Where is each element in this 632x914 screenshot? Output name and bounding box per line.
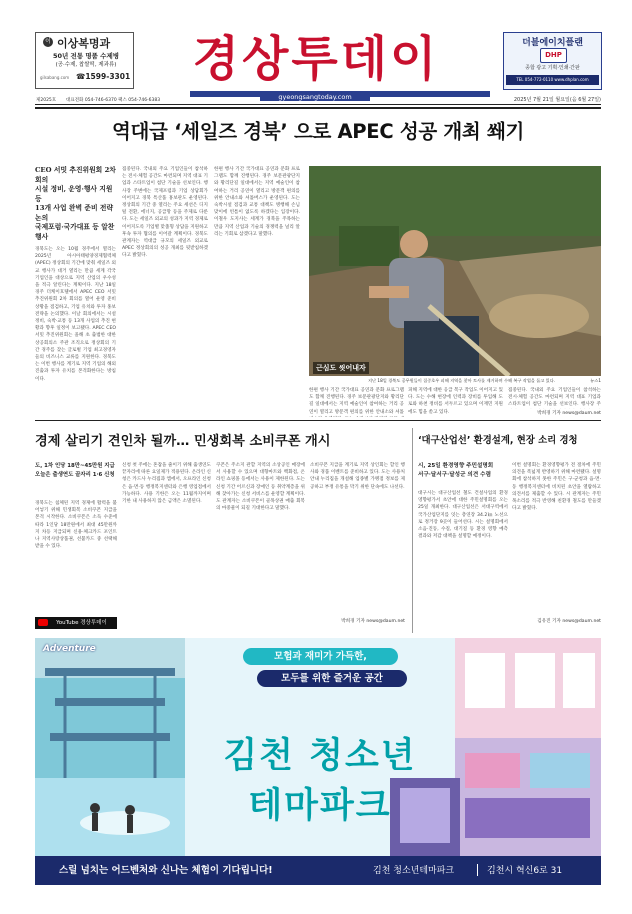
- story3-deck: [418, 462, 508, 490]
- ad-bottom-footer-right2: 김천시 혁신6로 31: [487, 866, 563, 876]
- story1-col5: 피해 지역에 대한 응급 복구 작업도 이어지고 있다. 도는 수해 현장에 인력과 장비를 투입해 도로와 하천 정비를 서두르고 있으며 이재민 지원에도 힘을 쏟고 있다.: [408, 388, 503, 415]
- ad-right-name: 더블에이치플랜: [522, 38, 583, 48]
- photo1-tag: 근심도 씻어내자: [313, 362, 369, 374]
- story1-deck: [35, 166, 116, 240]
- story3-deck-line: 서구·달서구·달성군 의견 수렴: [418, 472, 491, 478]
- story2-headline[interactable]: 경제 살리기 견인차 될까… 민생회복 소비쿠폰 개시: [35, 434, 331, 449]
- story1-col1: 경북도는 오는 10월 경주에서 열리는 2025년 아시아태평양경제협력체(APEC) 정상회의 기간에 맞춰 세일즈 외교 행사가 대거 열리는 만큼 세계 각국 기업인을 대상으로 지역 산업의 우수성을 적극 알린다는 계획이다. 지난 18일 경주 더케이호텔에서 APEC CEO 서밋 추진위원회 2차 회의를 열어 운영 준비 상황을 점검하고, 기업 유치와 투자 홍보 전략을 논의했다. 이날 회의에서는 시설 정비, 숙박·교통 등 13개 사업의 추진 현황과 향후 일정이 보고됐다. APEC CEO 서밋 추진위원회는 올해 초 출범한 대한상공회의소 주관 조직으로 정상회의 기간 경주를 찾는 글로벌 기업 최고경영자들의 비즈니스 교류를 지원한다. 경북도는 이번 행사를 계기로 지역 기업의 해외 진출과 투자 유치를 본격화한다는 방침이다.: [35, 247, 116, 382]
- youtube-badge[interactable]: [35, 617, 117, 629]
- ad-bottom-footer-right1: 김천 청소년테마파크: [373, 866, 455, 876]
- story2-deck-line: 오늘은 출생연도 끝자리 1·6 신청: [35, 472, 115, 478]
- ad-right-line: TEL 054-772-0110 www.dhplan.com: [506, 75, 599, 85]
- masthead-title[interactable]: [142, 24, 490, 94]
- story2-col2: 신청 첫 주에는 혼잡을 줄이기 위해 출생연도 끝자리에 따른 요일제가 적용된다. 온라인 신청은 카드사 누리집과 앱에서, 오프라인 신청은 읍·면·동 행정복지센터와 은행 영업점에서 가능하다. 사용 기한은 오는 11월까지이며 기한 내 사용하지 않은 금액은 소멸된다.: [122, 463, 211, 505]
- ad-bottom-footer-left: 스릴 넘치는 어드벤처와 신나는 체험이 기다립니다!: [59, 865, 273, 876]
- ad-left-phone: ☎1599-3301: [76, 72, 131, 81]
- story3-headline[interactable]: ‘대구산업선’ 환경설계, 현장 소리 경청: [418, 435, 578, 446]
- story1-col2: 집중된다. 국내외 주요 기업인들이 참석하는 전시·체험 공간도 마련되며 지역 대표 기업과 스타트업이 첨단 기술을 선보인다. 행사장 주변에는 국제포럼과 기업 상담회가 이어지고 경북 특산품 홍보관도 운영된다. 정상회의 기간 중 열리는 주요 세션은 디지털 전환, 에너지, 공급망 등을 주제로 다룬다. 도는 세일즈 외교의 성과가 지역 경제로 이어지도록 기업별 맞춤형 상담을 지원하고 후속 투자 협의를 이어갈 계획이다. 경북도 관계자는 역대급 규모의 세일즈 외교로 APEC 정상회의의 성공 개최를 뒷받침하겠다고 밝혔다.: [122, 167, 208, 259]
- story3-col1: 대구시는 대구산업선 철도 건설사업의 환경영향평가서 초안에 대한 주민설명회를 오는 25일 개최한다. 대구산업선은 서대구역에서 국가산업단지를 잇는 총연장 34.2㎞ 노선으로 정거장 9곳이 들어선다. 시는 설명회에서 소음·진동, 수질, 대기질 등 환경 영향 예측 결과와 저감 대책을 설명할 예정이다.: [418, 491, 508, 540]
- ad-right-logo-icon: DHP: [540, 48, 567, 63]
- masthead-rule: [35, 104, 601, 105]
- youtube-icon: [38, 619, 48, 626]
- story2-col4: 소비쿠폰 지급을 계기로 지역 상인회는 할인 행사와 경품 이벤트를 준비하고 있다. 도는 사용처 안내 누리집을 개설해 업종별 가맹점 정보를 제공하고 부정 유통을 막기 위한 단속에도 나선다.: [310, 463, 405, 490]
- masthead-url[interactable]: gyeongsangtoday.com: [260, 93, 370, 101]
- masthead-rule-thick: [35, 107, 601, 109]
- story1-deck-line: 13개 사업 완벽 준비 전략 논의: [35, 204, 114, 222]
- ad-left-box[interactable]: [35, 32, 134, 89]
- photo1-credit: 뉴스1: [590, 378, 601, 383]
- photo1-caption: 지난 18일 경북도 공무원들이 집중호우 피해 지역을 찾아 토사를 제거하며 수해 복구 작업을 돕고 있다.: [368, 378, 556, 383]
- ad-left-url: gilsabang.com: [40, 75, 70, 80]
- story1-deck-line: CEO 서밋 추진위원회 2차 회의: [35, 166, 116, 184]
- story2-col1: 경북도는 침체된 지역 경제에 활력을 불어넣기 위해 민생회복 소비쿠폰 지급을 본격 시작한다. 소비쿠폰은 소득 수준에 따라 1인당 18만원에서 최대 45만원까지 차등 지급되며 신용·체크카드 포인트나 지역사랑상품권, 선불카드 중 선택해 받을 수 있다.: [35, 501, 117, 550]
- ad-bottom-divider: [477, 864, 478, 876]
- ad-bottom-label-left: Adventure: [43, 644, 96, 654]
- issue-no: 제2025호: [36, 98, 57, 103]
- ad-bottom-tagline1: 모험과 재미가 가득한,: [243, 648, 398, 665]
- ad-bottom-tagline2: 모두를 위한 즐거운 공간: [257, 670, 407, 687]
- youtube-label: YouTube 경상투데이: [56, 620, 107, 626]
- ad-left-logo-icon: 이: [43, 37, 53, 47]
- ad-bottom-title1: 김천 청소년: [223, 736, 417, 776]
- issue-date: 2025년 7월 21일 월요일(음 6월 27일): [513, 97, 601, 103]
- story3-col2: 이번 설명회는 환경영향평가 전 절차에 주민 의견을 폭넓게 반영하기 위해 마련됐다. 설명회에 참석하지 못한 주민은 구·군청과 읍·면·동 행정복지센터에 비치된 초안을 열람하고 의견서를 제출할 수 있다. 시 관계자는 주민 목소리를 적극 반영해 친환경 철도를 만들겠다고 밝혔다.: [512, 463, 601, 512]
- story2-col3: 쿠폰은 주소지 관할 지역의 소상공인 매장에서 사용할 수 있으며 대형마트와 백화점, 온라인 쇼핑몰 등에서는 사용이 제한된다. 도는 신청 기간 어르신과 장애인 등 취약계층을 위해 찾아가는 신청 서비스를 운영할 계획이다. 도 관계자는 소비쿠폰이 골목상권 매출 회복의 마중물이 되길 기대한다고 말했다.: [216, 463, 305, 512]
- ad-left-brand: 이상복명과: [57, 37, 111, 50]
- story3-deck-line: 시, 25일 환경영향 주민설명회: [418, 463, 494, 469]
- main-headline[interactable]: 역대급 ‘세일즈 경북’ 으로 APEC 성공 개최 쐐기: [111, 120, 525, 143]
- masthead-title-text: 경상투데이: [192, 31, 440, 87]
- story1-byline: 박희경 기자 news@daum.net: [537, 411, 601, 416]
- ad-bottom[interactable]: [35, 638, 601, 885]
- story1-col6: 집중된다. 국내외 주요 기업인들이 참석하는 전시·체험 공간도 마련되며 지역 대표 기업과 스타트업이 첨단 기술을 선보인다. 행사장 주: [508, 388, 601, 408]
- ad-right-box[interactable]: [503, 32, 602, 90]
- ad-bottom-title2: 테마파크: [248, 786, 392, 826]
- story2-byline: 박희경 기자 news@daum.net: [341, 619, 405, 624]
- story2-deck: [35, 462, 117, 498]
- ad-left-line2: (공·수제, 찹쌀떡, 제과류): [55, 62, 117, 68]
- story1-col3: 한편 행사 기간 국가대표 공연과 문화 프로그램도 함께 진행된다. 경주 보문관광단지와 황리단길 일대에서는 지역 예술인이 참여하는 거리 공연이 열리고 방문객 편의를 위한 안내소와 셔틀버스가 운영된다. 도는 숙박시설 점검과 교통 대책도 병행해 손님 맞이에 빈틈이 없도록 하겠다는 입장이다. 이철우 도지사는 세계가 경북을 주목하는 만큼 지역 산업과 기술의 경쟁력을 널리 알리는 기회로 삼겠다고 말했다.: [214, 167, 300, 237]
- story1-deck-line: 시설 정비, 운영·행사 지원 등: [35, 185, 113, 203]
- ad-left-line1: 50년 전통 명품 수제병: [52, 52, 120, 60]
- story1-deck-line: 국제포럼·국가대표 등 알찬 행사: [35, 223, 115, 240]
- story-split-rule: [412, 428, 413, 633]
- photo1[interactable]: [309, 166, 601, 376]
- contact-info: 대표전화 054-746-6370 팩스 054-746-6383: [66, 98, 161, 103]
- story1-col4: 한편 행사 기간 국가대표 공연과 문화 프로그램도 함께 진행된다. 경주 보문관광단지와 황리단길 일대에서는 지역 예술인이 참여하는 거리 공연이 열리고 방문객 편의를 위한 안내소와 셔틀: [309, 388, 404, 415]
- ad-right-sub: 종합 광고 기획·인쇄·간판: [525, 65, 580, 71]
- section-divider: [35, 420, 601, 421]
- story3-byline: 김유진 기자 news@daum.net: [537, 619, 601, 624]
- photo1-scene: [309, 166, 601, 376]
- story2-deck-line: 도, 1차 인당 18만~45만원 지급: [35, 463, 115, 469]
